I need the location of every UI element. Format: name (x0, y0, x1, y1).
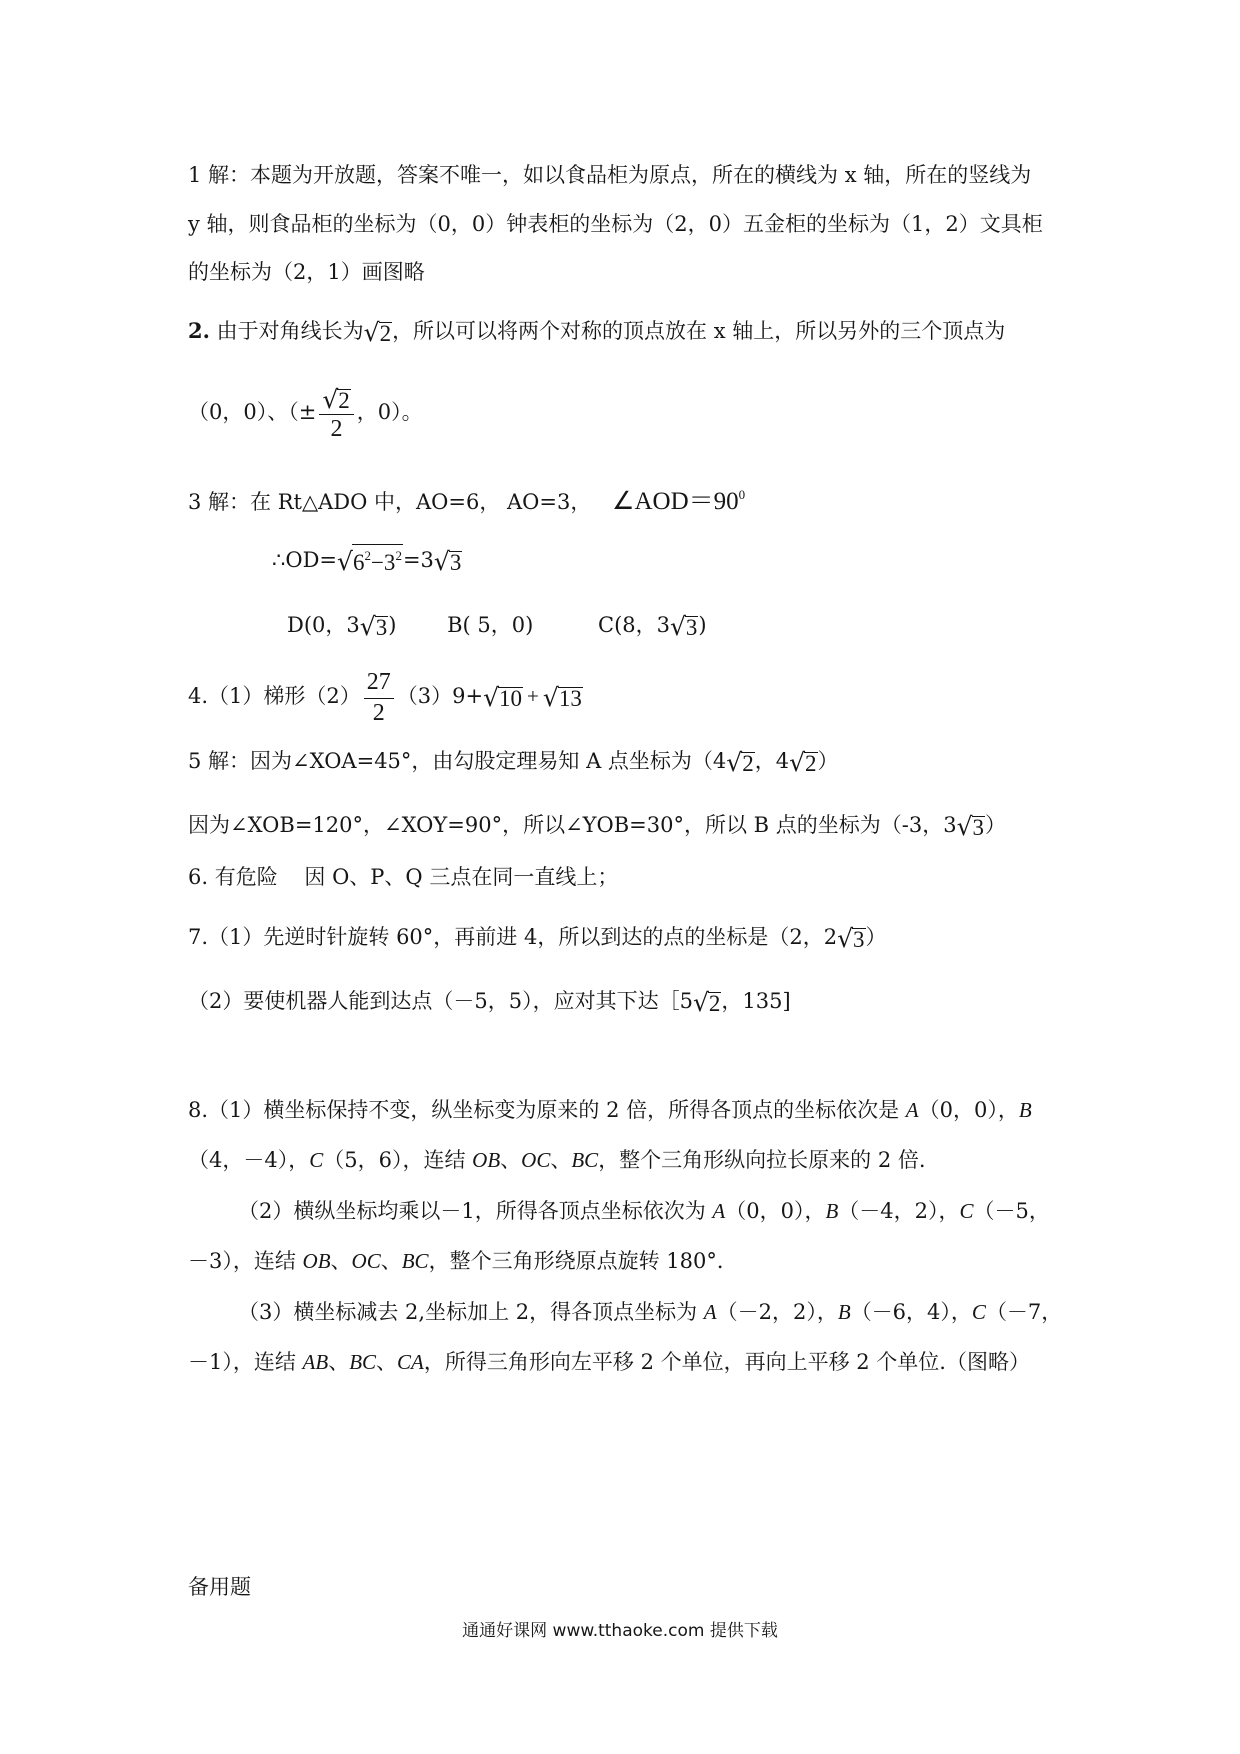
math-variable: OB (472, 1148, 501, 1172)
math-variable: B (1018, 1098, 1032, 1122)
q8-para1-line1 (188, 1095, 1032, 1125)
text-run: ，整个三角形纵向拉长原来的 2 倍. (598, 1148, 926, 1172)
text-run: 、 (328, 1350, 350, 1374)
q6-line: 6. 有危险 因 O、P、Q 三点在同一直线上； (188, 865, 619, 889)
text-run: （0，0）， (918, 1098, 1019, 1122)
q2-text-a: 由于对角线长为 (209, 319, 364, 343)
math-variable: B (825, 1199, 839, 1223)
text-run: －3），连结 (188, 1249, 303, 1273)
q3-text: 3 解：在 Rt△ADO 中，AO=6， AO=3， (188, 490, 592, 514)
q3-line-1 (188, 480, 745, 517)
sqrt-3: √ 3 (837, 924, 865, 953)
sqrt-3: √ 3 (433, 547, 462, 576)
sqrt-10: √ 10 (483, 683, 523, 712)
q2-line2-b: ，0）。 (356, 400, 423, 424)
math-variable: C (971, 1300, 986, 1324)
math-variable: OC (351, 1249, 381, 1273)
text-run: （－6，4）， (850, 1300, 972, 1324)
math-variable: OB (302, 1249, 331, 1273)
q8-para2-line2 (188, 1246, 738, 1276)
text-run: 、 (500, 1148, 522, 1172)
angle-aod: $\angle AOD=90^0$ (612, 487, 746, 515)
fraction-sqrt2-over-2: √ 2 2 (319, 384, 353, 443)
q4-line: 4.（1）梯形（2） $\frac{27}{2}$ （3）9+ √ 10 + √ 13 (188, 669, 582, 726)
text-run: （5，6），连结 (323, 1148, 473, 1172)
text-run: －1），连结 (188, 1350, 303, 1374)
math-variable: BC (571, 1148, 599, 1172)
math-variable: BC (401, 1249, 429, 1273)
text-run: 、 (376, 1350, 398, 1374)
text-run: （3）横坐标减去 2,坐标加上 2，得各顶点坐标为 (238, 1300, 704, 1324)
q7-line-2: （2）要使机器人能到达点（－5，5），应对其下达［5 √ 2 ，135] (188, 988, 791, 1017)
q8-para2-line1 (238, 1196, 1050, 1226)
q1-line-2: y 轴，则食品柜的坐标为（0，0）钟表柜的坐标为（2，0）五金柜的坐标为（1，2）文具柜 (188, 212, 1043, 236)
q2-number: 2. (188, 318, 210, 343)
text-run: （2）横纵坐标均乘以－1，所得各顶点坐标依次为 (238, 1199, 713, 1223)
q3-line-3 (287, 610, 707, 640)
text-run: （－2，2）， (716, 1300, 838, 1324)
q8-para3-line2 (188, 1347, 1030, 1377)
text-run: （－5， (973, 1199, 1050, 1223)
q2-line-1 (188, 316, 1005, 346)
text-run: 8.（1）横坐标保持不变，纵坐标变为原来的 2 倍，所得各顶点的坐标依次是 (188, 1098, 906, 1122)
sqrt-2: √ 2 (363, 318, 392, 347)
text-run: ，整个三角形绕原点旋转 180°． (428, 1249, 738, 1273)
q2-line2-a: （0，0）、（± (188, 400, 317, 424)
q7-line-1: 7.（1）先逆时针旋转 60°，再前进 4，所以到达的点的坐标是（2，2 √ 3 ） (188, 924, 887, 953)
sqrt-3: √ 3 (956, 812, 985, 841)
q5-line-2: 因为∠XOB=120°，∠XOY=90°，所以∠YOB=30°，所以 B 点的坐标为（-3，3 √ 3 ） (188, 812, 1007, 841)
math-variable: BC (349, 1350, 377, 1374)
sqrt-13: √ 13 (542, 683, 582, 712)
math-variable: B (837, 1300, 851, 1324)
page-footer: 通通好课网 www.tthaoke.com 提供下载 (462, 1621, 778, 1641)
math-variable: A (703, 1300, 717, 1324)
text-run: 、 (550, 1148, 572, 1172)
math-variable: C (959, 1199, 974, 1223)
sqrt-2: √ 2 (692, 988, 721, 1017)
sqrt-2: √ 2 (789, 748, 817, 777)
text-run: 、 (380, 1249, 402, 1273)
sqrt-2: √ 2 (726, 748, 754, 777)
math-variable: A (712, 1199, 726, 1223)
point-d: D(0，3 √ 3 ) (287, 612, 397, 641)
text-run: （0，0）， (725, 1199, 826, 1223)
text-run: 、 (330, 1249, 352, 1273)
math-variable: CA (397, 1350, 424, 1374)
text-run: （4，－4）， (188, 1148, 310, 1172)
q2-text-b: ，所以可以将两个对称的顶点放在 x 轴上，所以另外的三个顶点为 (392, 319, 1006, 343)
q8-para1-line2 (188, 1145, 926, 1175)
text-run: （－7， (985, 1300, 1063, 1324)
point-c: C(8，3 √ 3 ) (598, 612, 707, 641)
q2-line-2 (188, 382, 423, 452)
spare-questions-heading: 备用题 (188, 1575, 251, 1599)
q8-para3-line1 (238, 1297, 1062, 1327)
fraction-27-over-2: $\frac{27}{2}$ (364, 668, 394, 727)
text-run: （－4，2）， (838, 1199, 960, 1223)
math-variable: C (309, 1148, 324, 1172)
q3-line-2: ∴OD= √ $6^2-3^2$ =3 √ 3 (272, 544, 462, 575)
q1-line-3: 的坐标为（2，1）画图略 (188, 260, 425, 284)
math-variable: AB (302, 1350, 329, 1374)
math-variable: OC (521, 1148, 551, 1172)
text-run: ，所得三角形向左平移 2 个单位，再向上平移 2 个单位.（图略） (423, 1350, 1030, 1374)
math-variable: A (905, 1098, 919, 1122)
q1-line-1: 1 解：本题为开放题，答案不唯一，如以食品柜为原点，所在的横线为 x 轴，所在的竖线为 (188, 163, 1032, 187)
q5-line-1: 5 解：因为∠XOA=45°，由勾股定理易知 A 点坐标为（4 √ 2 ，4 √ 2 ） (188, 748, 839, 777)
point-b: B( 5，0) (447, 613, 534, 637)
sqrt-6sq-minus-3sq: √ $6^2-3^2$ (337, 544, 403, 574)
